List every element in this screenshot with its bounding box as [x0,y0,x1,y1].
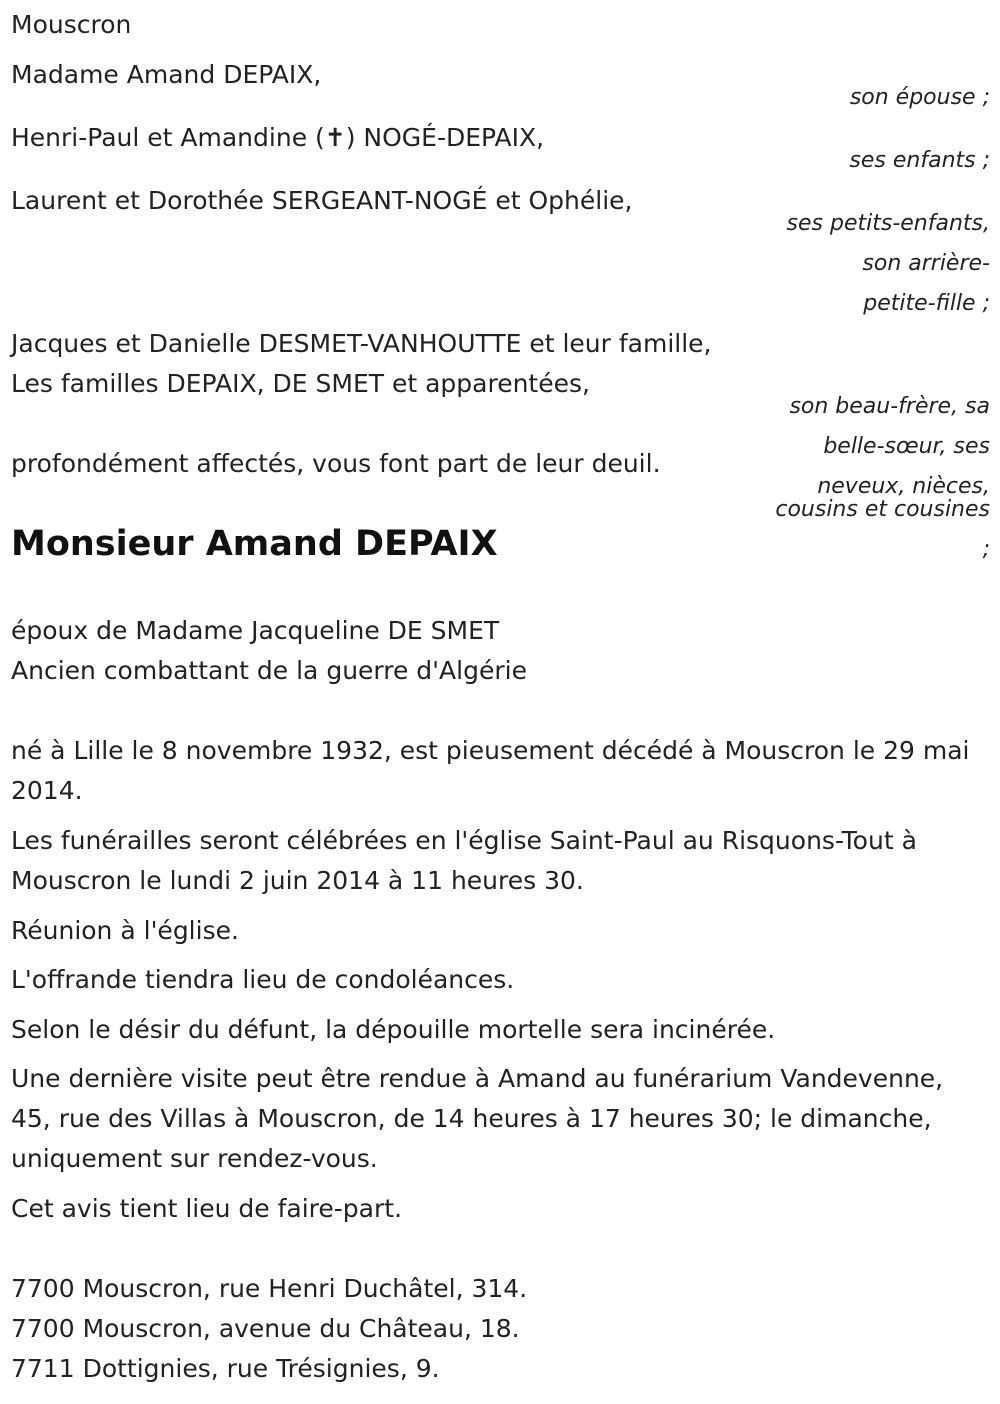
paragraph-funeral: Les funérailles seront célébrées en l'église Saint-Paul au Risquons-Tout à Mouscron le lundi 2 juin 2014 à 11 heures 30. [11,826,917,895]
paragraph-birth-death: né à Lille le 8 novembre 1932, est pieusement décédé à Mouscron le 29 mai 2014. [11,736,970,805]
relation-grandchildren-line3: petite-fille ; [863,291,990,316]
relation-children: ses enfants ; [849,148,990,173]
relation-inlaws-line4: cousins et cousines [775,497,990,522]
family-name-inlaws: Jacques et Danielle DESMET-VANHOUTTE et leur famille, [11,329,712,358]
family-name-grandchildren: Laurent et Dorothée SERGEANT-NOGÉ et Ophélie, [11,186,633,215]
deceased-title: Ancien combattant de la guerre d'Algérie [11,656,527,685]
paragraph-cremation: Selon le désir du défunt, la dépouille mortelle sera incinérée. [11,1015,776,1044]
deceased-name: Monsieur Amand DEPAIX [11,524,498,564]
relation-inlaws-line2: belle-sœur, ses [823,434,990,459]
deceased-spouse: époux de Madame Jacqueline DE SMET [11,616,500,645]
paragraph-visit: Une dernière visite peut être rendue à Amand au funérarium Vandevenne, 45, rue des Villas à Mouscron, de 14 heures à 17 heures 30; le dimanche, uniquement sur rendez-vous. [11,1064,944,1173]
paragraph-offering: L'offrande tiendra lieu de condoléances. [11,965,515,994]
family-name-spouse: Madame Amand DEPAIX, [11,60,322,89]
paragraph-meeting: Réunion à l'église. [11,916,239,945]
relation-inlaws-line1: son beau-frère, sa [789,394,990,419]
address-line: 7700 Mouscron, avenue du Château, 18. [11,1314,520,1343]
relation-inlaws-line5: ; [982,537,990,562]
paragraph-notice: Cet avis tient lieu de faire-part. [11,1194,403,1223]
relation-inlaws-line3: neveux, nièces, [817,474,990,499]
family-name-children: Henri-Paul et Amandine (✝) NOGÉ-DEPAIX, [11,123,545,152]
family-name-families: Les familles DEPAIX, DE SMET et apparentées, [11,369,590,398]
relation-spouse: son épouse ; [849,85,990,110]
relation-grandchildren-line2: son arrière- [862,251,990,276]
relation-grandchildren-line1: ses petits-enfants, [786,211,990,236]
address-line: 7711 Dottignies, rue Trésignies, 9. [11,1354,440,1383]
city-header: Mouscron [11,10,132,39]
announcement-text: profondément affectés, vous font part de leur deuil. [11,449,661,478]
address-line: 7700 Mouscron, rue Henri Duchâtel, 314. [11,1274,528,1303]
